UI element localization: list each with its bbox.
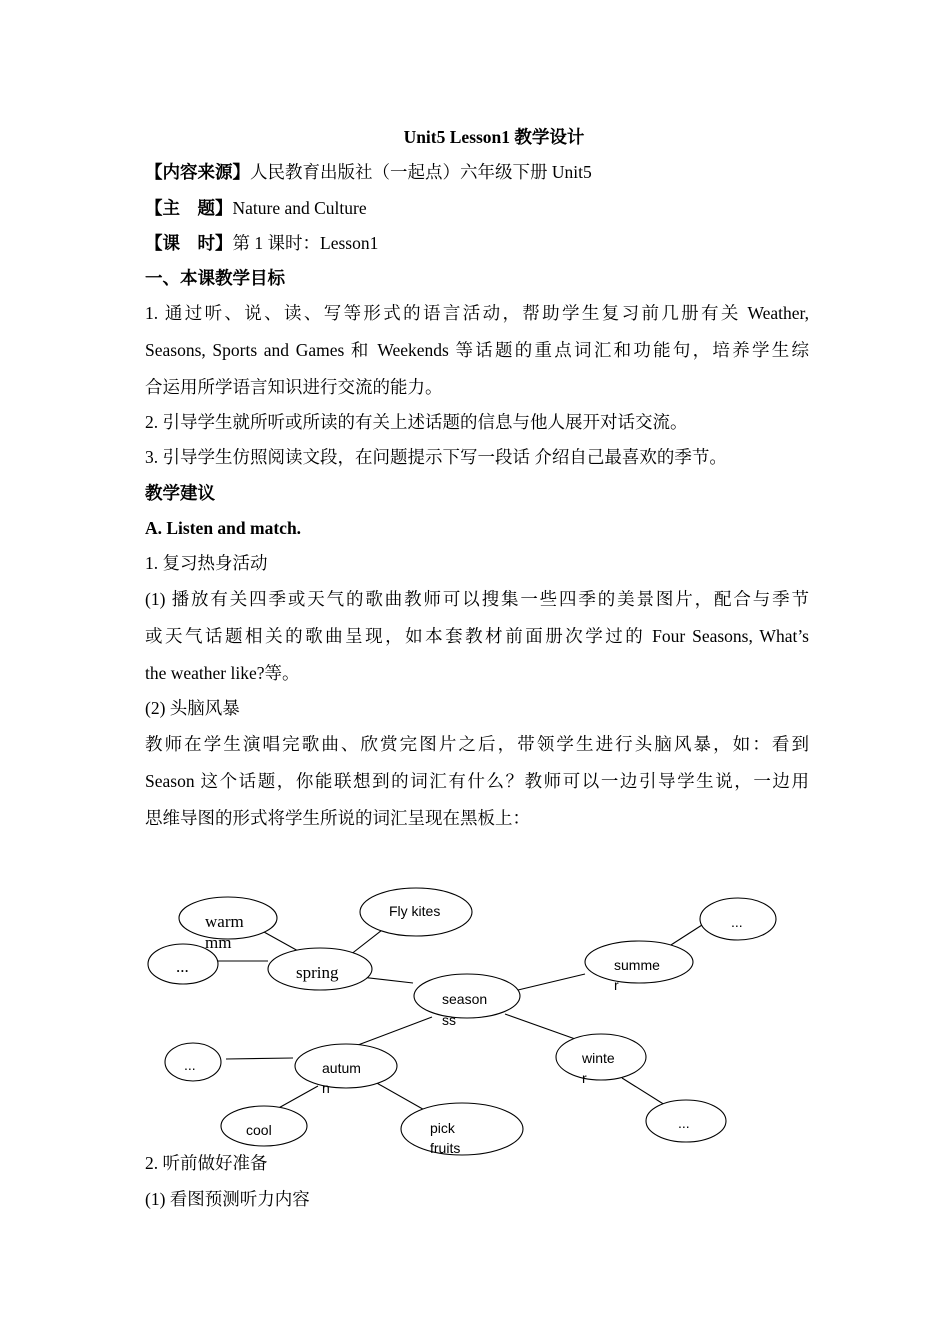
spring-label: spring	[296, 963, 339, 982]
connector-season-winter	[505, 1014, 578, 1040]
goal2: 2. 引导学生就所听或所读的有关上述话题的信息与他人展开对话交流。	[145, 412, 688, 432]
document-title: Unit5 Lesson1 教学设计	[403, 127, 585, 147]
period-label: 【课 时】	[145, 233, 233, 253]
autumn-label-2: n	[322, 1080, 330, 1096]
connector-season-summer	[518, 974, 585, 990]
source-label: 【内容来源】	[145, 162, 250, 182]
pick-label-2: fruits	[430, 1140, 461, 1156]
goal3: 3. 引导学生仿照阅读文段，在问题提示下写一段话 介绍自己最喜欢的季节。	[145, 447, 727, 467]
step1-2: (2) 头脑风暴	[145, 698, 240, 718]
goal1-line1: 1. 通过听、说、读、写等形式的语言活动，帮助学生复习前几册有关 Weather,	[145, 303, 809, 323]
connector-winter-wintermore	[622, 1078, 665, 1105]
summer-more-label: ...	[731, 914, 743, 930]
connector-season-autumn	[350, 1017, 432, 1048]
winter-more-label: ...	[678, 1115, 690, 1131]
connector-autumn-cool	[275, 1086, 318, 1110]
summer-label-1: summe	[614, 957, 660, 973]
section2-heading: 教学建议	[145, 483, 215, 503]
brainstorm-line1: 教师在学生演唱完歌曲、欣赏完图片之后，带领学生进行头脑风暴，如：看到	[145, 734, 809, 754]
connector-autumn-pick	[375, 1082, 428, 1112]
cool-label: cool	[246, 1122, 272, 1138]
spring-more-label: ...	[176, 957, 189, 976]
step1-1-line3: the weather like?等。	[145, 663, 300, 683]
period-value: 第 1 课时：Lesson1	[232, 233, 379, 253]
topic-label: 【主 题】	[145, 198, 233, 218]
warm-label-2: mm	[205, 933, 232, 952]
goal1-line2: Seasons, Sports and Games 和 Weekends 等话题的重点词汇和功能句，培养学生综	[145, 340, 809, 360]
seasons-label-2: ss	[442, 1012, 456, 1028]
fly-kites-label: Fly kites	[389, 903, 441, 919]
node-pick-fruits	[401, 1103, 523, 1155]
summer-label-2: r	[614, 977, 619, 993]
winter-label-2: r	[582, 1070, 587, 1086]
brainstorm-line2: Season 这个话题，你能联想到的词汇有什么？教师可以一边引导学生说，一边用	[145, 771, 809, 791]
autumn-label-1: autum	[322, 1060, 361, 1076]
step2: 2. 听前做好准备	[145, 1153, 268, 1173]
goal1-line3: 合运用所学语言知识进行交流的能力。	[145, 377, 443, 397]
step2-1: (1) 看图预测听力内容	[145, 1189, 310, 1209]
step1-1-line1: (1) 播放有关四季或天气的歌曲教师可以搜集一些四季的美景图片，配合与季节	[145, 589, 809, 609]
step1: 1. 复习热身活动	[145, 553, 268, 573]
part-a-heading: A. Listen and match.	[145, 518, 302, 538]
pick-label-1: pick	[430, 1120, 455, 1136]
section1-heading: 一、本课教学目标	[145, 268, 285, 288]
brainstorm-line3: 思维导图的形式将学生所说的词汇呈现在黑板上：	[145, 808, 530, 828]
step1-1-line2: 或天气话题相关的歌曲呈现，如本套教材前面册次学过的 Four Seasons, What’s	[145, 626, 809, 646]
warm-label-1: warm	[205, 912, 244, 931]
autumn-more-label: ...	[184, 1057, 196, 1073]
topic-value: Nature and Culture	[232, 198, 367, 218]
connector-flykites-spring	[350, 930, 382, 955]
seasons-label-1: season	[442, 991, 488, 1007]
source-value: 人民教育出版社（一起点）六年级下册 Unit5	[250, 162, 592, 182]
connector-autumnmore-autumn	[226, 1058, 293, 1059]
winter-label-1: winte	[582, 1050, 615, 1066]
